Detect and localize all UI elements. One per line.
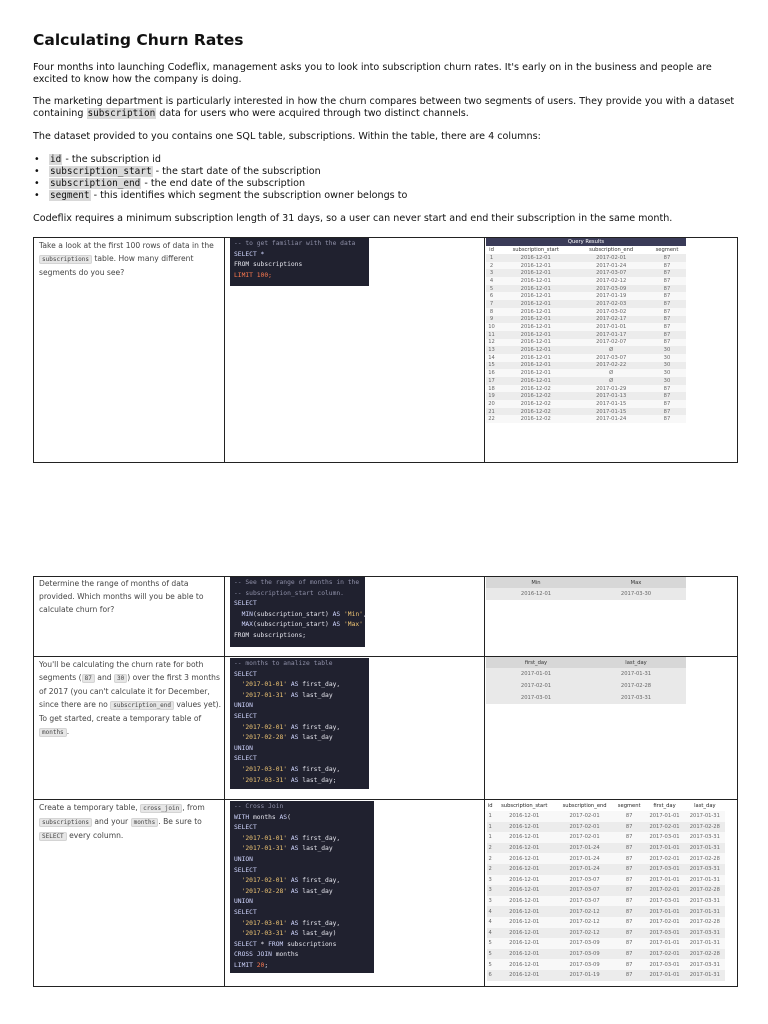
list-item: • id - the subscription id — [33, 154, 407, 166]
table-row: 2017-01-01 2017-01-31 — [486, 668, 686, 680]
column-header: last_day — [694, 803, 716, 809]
table-row: 3 2016-12-01 2017-03-07 87 2017-03-01 2017-03-31 — [487, 896, 725, 907]
table-row: 2 2016-12-01 2017-01-24 87 2017-01-01 2017-01-31 — [487, 843, 725, 854]
table-row: 2017-02-01 2017-02-28 — [486, 680, 686, 692]
table-row: 20 2016-12-02 2017-01-15 87 — [486, 400, 686, 408]
column-header: first_day — [653, 803, 676, 809]
table-row: 2016-12-01 2017-03-30 — [486, 588, 686, 600]
table-row: 5 2016-12-01 2017-03-09 87 — [486, 285, 686, 293]
column-header: first_day — [486, 657, 586, 668]
table-row: 3 2016-12-01 2017-03-07 87 2017-01-01 2017-01-31 — [487, 875, 725, 886]
table-row: 8 2016-12-01 2017-03-02 87 — [486, 308, 686, 316]
column-header: segment — [617, 803, 641, 809]
table-row: 1 2016-12-01 2017-02-01 87 2017-03-01 2017-03-31 — [487, 832, 725, 843]
table-row: 21 2016-12-02 2017-01-15 87 — [486, 408, 686, 416]
table-row: 4 2016-12-01 2017-02-12 87 — [486, 277, 686, 285]
step-3-results-table — [486, 657, 686, 704]
list-item: • segment - this identifies which segment the subscription owner belongs to — [33, 190, 407, 202]
table-row: 2017-03-01 2017-03-31 — [486, 692, 686, 704]
table-row: 1 2016-12-01 2017-02-01 87 2017-01-01 2017-01-31 — [487, 811, 725, 822]
column-header: subscription_start — [501, 803, 548, 809]
step-4-results-table — [487, 801, 725, 981]
intro-paragraph-3: The dataset provided to you contains one SQL table, subscriptions. Within the table, there are 4 columns: — [33, 131, 541, 142]
table-row: 7 2016-12-01 2017-02-03 87 — [486, 300, 686, 308]
step-3-prompt: You'll be calculating the churn rate for both segments ( 87 and 30 ) over the first 3 months of 2017 (you can't calculate it for December, since there are no subscription_end values yet). To get started, create a temporary table of months . — [39, 660, 222, 736]
table-row: 3 2016-12-01 2017-03-07 87 — [486, 269, 686, 277]
table-row: 1 2016-12-01 2017-02-01 87 — [486, 254, 686, 262]
table-row: 22 2016-12-02 2017-01-24 87 — [486, 415, 686, 423]
step-2-prompt: Determine the range of months of data provided. Which months will you be able to calculate churn for? — [39, 579, 204, 614]
table-row: 1 2016-12-01 2017-02-01 87 2017-02-01 2017-02-28 — [487, 822, 725, 833]
table-row: 2 2016-12-01 2017-01-24 87 — [486, 262, 686, 270]
table-row: 10 2016-12-01 2017-01-01 87 — [486, 323, 686, 331]
table-row: 2 2016-12-01 2017-01-24 87 2017-02-01 2017-02-28 — [487, 853, 725, 864]
table-row: 4 2016-12-01 2017-02-12 87 2017-02-01 2017-02-28 — [487, 917, 725, 928]
step-4-code: -- Cross Join WITH months AS( SELECT '2017-01-01' AS first_day, '2017-01-31' AS last_day UNION SELECT '2017-02-01' AS first_day, '2017-02-28' AS last_day UNION SELECT '2017-03-01' AS first_day, '2017-03-31' AS last_day) SELECT * FROM subscriptions CROSS JOIN months LIMIT 20; — [230, 801, 374, 973]
step-1-prompt: Take a look at the first 100 rows of data in the subscriptions table. How many different segments do you see? — [39, 241, 214, 277]
table-row: 5 2016-12-01 2017-03-09 87 2017-01-01 2017-01-31 — [487, 938, 725, 949]
table-row: 5 2016-12-01 2017-03-09 87 2017-03-01 2017-03-31 — [487, 959, 725, 970]
table-row: 4 2016-12-01 2017-02-12 87 2017-01-01 2017-01-31 — [487, 906, 725, 917]
column-header: subscription_end — [589, 247, 634, 253]
list-item: • subscription_end - the end date of the subscription — [33, 178, 407, 190]
column-list — [33, 154, 407, 202]
column-header: id — [489, 247, 494, 253]
step-3-code: -- months to analize table SELECT '2017-01-01' AS first_day, '2017-01-31' AS last_day UNION SELECT '2017-02-01' AS first_day, '2017-02-28' AS last_day UNION SELECT '2017-03-01' AS first_day, '2017-03-31' AS last_day; — [230, 658, 369, 789]
column-header: Min — [486, 577, 586, 588]
table-row: 3 2016-12-01 2017-03-07 87 2017-02-01 2017-02-28 — [487, 885, 725, 896]
step-2-code: -- See the range of months in the -- subscription_start column. SELECT MIN(subscription_start) AS 'Min', MAX(subscription_start) AS 'Max' FROM subscriptions; — [230, 577, 365, 647]
column-header: segment — [655, 247, 679, 253]
table-row: 19 2016-12-02 2017-01-13 87 — [486, 392, 686, 400]
table-row: 2 2016-12-01 2017-01-24 87 2017-03-01 2017-03-31 — [487, 864, 725, 875]
list-item: • subscription_start - the start date of the subscription — [33, 166, 407, 178]
column-header: subscription_start — [512, 247, 559, 253]
intro-paragraph-1: Four months into launching Codeflix, management asks you to look into subscription churn rates. It's early on in the business and people are excited to know how the company is doing. — [33, 62, 712, 85]
intro-paragraph-4: Codeflix requires a minimum subscription length of 31 days, so a user can never start and end their subscription in the same month. — [33, 213, 673, 224]
table-row: 9 2016-12-01 2017-02-17 87 — [486, 316, 686, 324]
table-row: 6 2016-12-01 2017-01-19 87 — [486, 292, 686, 300]
column-header: subscription_end — [562, 803, 607, 809]
table-row: 11 2016-12-01 2017-01-17 87 — [486, 331, 686, 339]
column-header: Max — [586, 577, 686, 588]
step-4-prompt: Create a temporary table, cross_join , from subscriptions and your months . Be sure to SELECT every column. — [39, 803, 205, 840]
table-row: 18 2016-12-02 2017-01-29 87 — [486, 385, 686, 393]
table-row: 6 2016-12-01 2017-01-19 87 2017-01-01 2017-01-31 — [487, 970, 725, 981]
step-2-results-table — [486, 577, 686, 600]
intro-paragraph-2: The marketing department is particularly interested in how the churn compares between two segments of users. They provide you with a dataset containing subscription data for users who were acquired through two distinct channels. — [33, 96, 735, 119]
table-row: 14 2016-12-01 2017-03-07 30 — [486, 354, 686, 362]
table-row: 13 2016-12-01 Ø 30 — [486, 346, 686, 354]
table-row: 17 2016-12-01 Ø 30 — [486, 377, 686, 385]
table-row: 15 2016-12-01 2017-02-22 30 — [486, 362, 686, 370]
table-row: 4 2016-12-01 2017-02-12 87 2017-03-01 2017-03-31 — [487, 928, 725, 939]
page-title: Calculating Churn Rates — [33, 31, 244, 49]
step-1-results-table — [486, 246, 686, 423]
step-1-code: -- to get familiar with the data SELECT * FROM subscriptions LIMIT 100; — [230, 238, 369, 286]
column-header: last_day — [586, 657, 686, 668]
column-header: id — [487, 803, 493, 809]
step-1-block — [33, 237, 738, 463]
query-results-header: Query Results — [486, 238, 686, 246]
table-row: 16 2016-12-01 Ø 30 — [486, 369, 686, 377]
table-row: 5 2016-12-01 2017-03-09 87 2017-02-01 2017-02-28 — [487, 949, 725, 960]
table-row: 12 2016-12-01 2017-02-07 87 — [486, 339, 686, 347]
steps-2-4-block — [33, 576, 738, 987]
inline-code: subscription — [87, 107, 156, 119]
